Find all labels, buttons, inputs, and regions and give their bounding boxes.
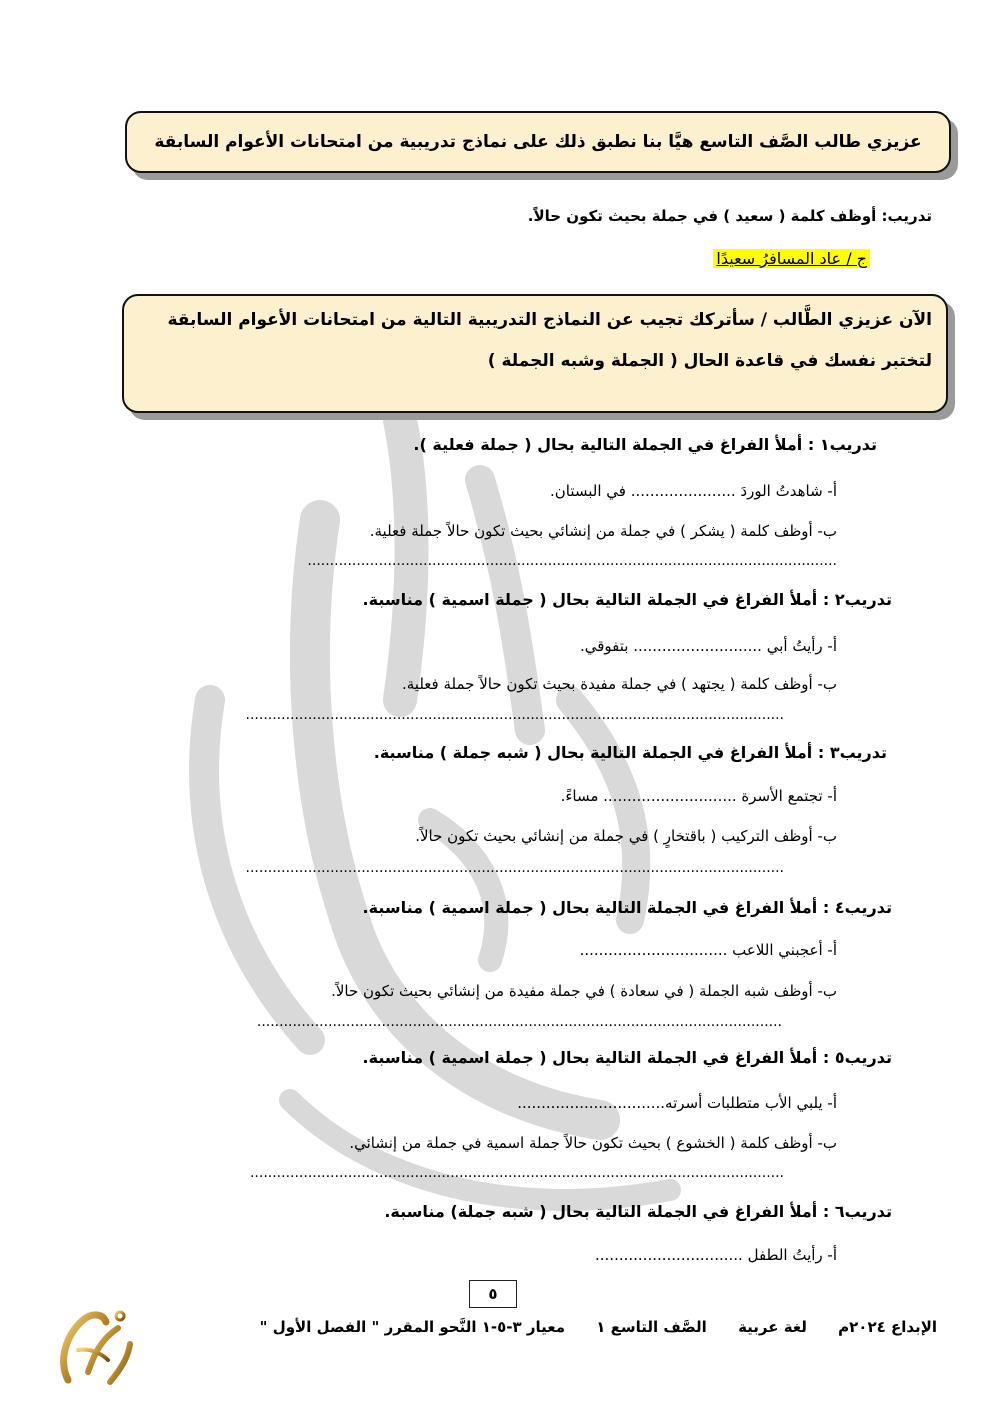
sample-answer-text: ج / عاد المسافرُ سعيدًا (713, 249, 870, 268)
exercise-5-heading: تدريب٥ : أملأ الفراغ في الجملة التالية بحال ( جملة اسمية ) مناسبة. (362, 1048, 892, 1067)
exercise-1-part-a: أ- شاهدتُ الوردَ ...................... في البستان. (550, 482, 837, 500)
exercise-4-heading: تدريب٤ : أملأ الفراغ في الجملة التالية بحال ( جملة اسمية ) مناسبة. (362, 898, 892, 917)
exercise-4-part-b: ب- أوظف شبه الجملة ( في سعادة ) في جملة مفيدة من إنشائي بحيث تكون حالاً. (331, 982, 837, 1000)
footer (234, 1318, 937, 1336)
exercise-4-answer-line[interactable]: ...................................................................................................................... (256, 1014, 782, 1030)
exercise-2-part-b: ب- أوظف كلمة ( يجتهد ) في جملة مفيدة بحيث تكون حالاً جملة فعلية. (402, 675, 837, 693)
exercise-6-part-a: أ- رأيتُ الطفل ............................... (595, 1246, 837, 1264)
instruction-line-1: الآن عزيزي الطَّالب / سأتركك تجيب عن النماذج التدريبية التالية من امتحانات الأعوام السابقة (167, 310, 932, 330)
footer-grade: الصَّف التاسع ١ (596, 1318, 707, 1336)
sample-answer (713, 249, 870, 268)
exercise-5-answer-line[interactable]: ........................................................................................................................ (249, 1165, 784, 1181)
exercise-5-part-b: ب- أوظف كلمة ( الخشوع ) بحيث تكون حالاً جملة اسمية في جملة من إنشائي. (349, 1134, 837, 1152)
exercise-3-part-a: أ- تجتمع الأسرة ............................ مساءً. (560, 787, 837, 805)
footer-brand: الإبداع ٢٠٢٤م (838, 1318, 937, 1336)
exercise-6-heading: تدريب٦ : أملأ الفراغ في الجملة التالية بحال ( شبه جملة) مناسبة. (384, 1202, 892, 1221)
page-number: ٥ (469, 1280, 517, 1308)
exercise-3-part-b: ب- أوظف التركيب ( باقتخارٍ ) في جملة من إنشائي بحيث تكون حالاً. (415, 827, 837, 845)
footer-subject: لغة عربية (738, 1318, 807, 1336)
brand-logo-icon (48, 1300, 140, 1392)
instruction-line-2: لتختبر نفسك في قاعدة الحال ( الجملة وشبه الجملة ) (487, 351, 932, 371)
sample-question: تدريب: أوظف كلمة ( سعيد ) في جملة بحيث تكون حالاً. (527, 207, 932, 225)
exercise-1-part-b: ب- أوظف كلمة ( يشكر ) في جملة من إنشائي بحيث تكون حالاً جملة فعلية. (369, 522, 837, 540)
exercise-3-heading: تدريب٣ : أملأ الفراغ في الجملة التالية بحال ( شبه جملة ) مناسبة. (373, 743, 887, 762)
exercise-4-part-a: أ- أعجبني اللاعب ............................... (579, 941, 837, 959)
exercise-3-answer-line[interactable]: ......................................................................................................................... (245, 860, 784, 876)
exercise-1-answer-line[interactable]: ....................................................................................................................... (307, 553, 837, 569)
exercise-2-part-a: أ- رأيتُ أبي ........................... بتفوقي. (579, 637, 837, 655)
exercise-5-part-a: أ- يلبي الأب متطلبات أسرته............................... (517, 1094, 837, 1112)
instruction-banner (122, 294, 948, 413)
exercise-2-answer-line[interactable]: ......................................................................................................................... (245, 707, 784, 723)
footer-standard: معيار ٣-٥-١ النَّحو المقرر " الفصل الأول " (259, 1318, 566, 1336)
exercise-1-heading: تدريب١ : أملأ الفراغ في الجملة التالية بحال ( جملة فعلية ). (413, 435, 877, 454)
exercise-2-heading: تدريب٢ : أملأ الفراغ في الجملة التالية بحال ( جملة اسمية ) مناسبة. (362, 590, 892, 609)
intro-banner: عزيزي طالب الصَّف التاسع هيَّا بنا نطبق ذلك على نماذج تدريبية من امتحانات الأعوام السابقة (125, 111, 951, 173)
